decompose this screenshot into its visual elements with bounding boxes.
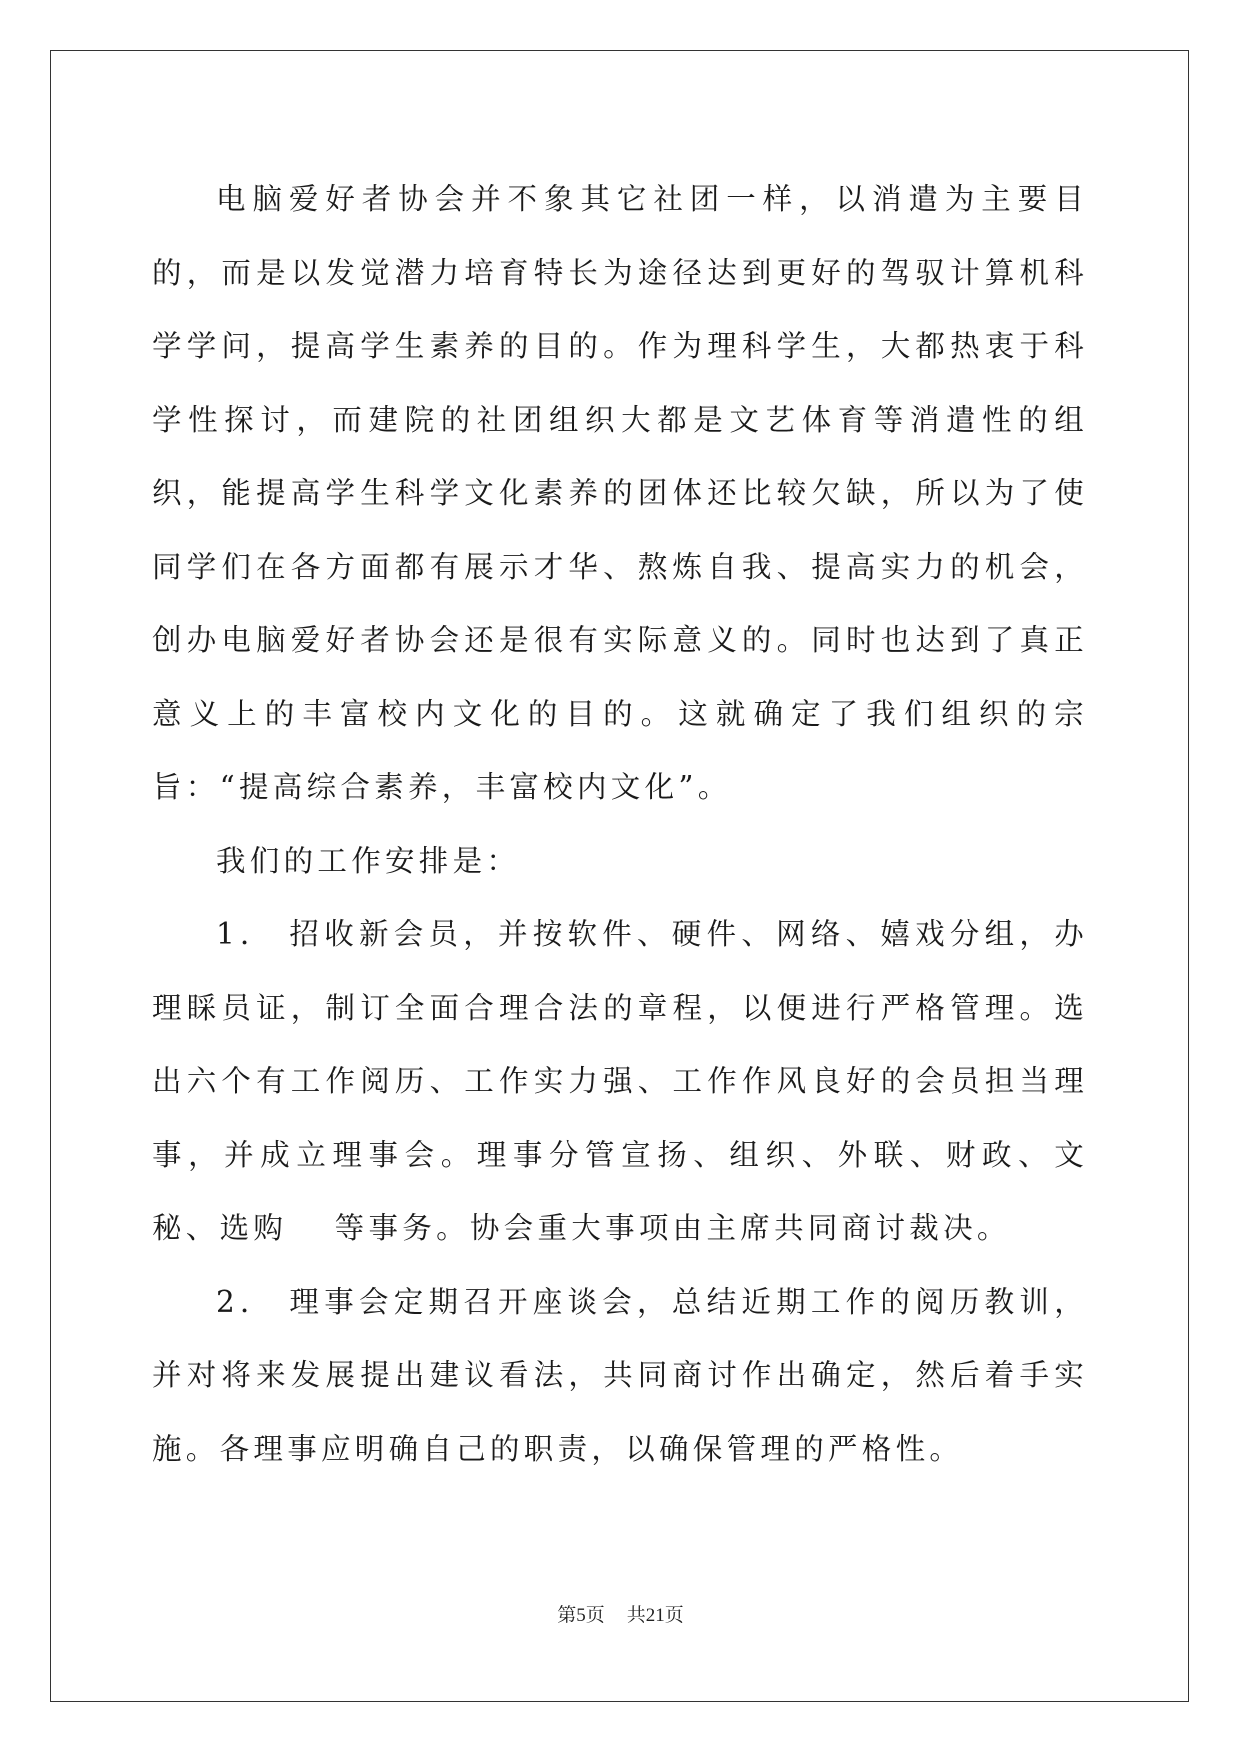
- paragraph-work-plan-heading: 我们的工作安排是：: [216, 843, 521, 878]
- paragraph-purpose: 电脑爱好者协会并不象其它社团一样，以消遣为主要目的，而是以发觉潜力培育特长为途径达到更好的驾驭计算机科学学问，提高学生素养的目的。作为理科学生，大都热衷于科学性探讨，而建院的社团组织大都是文艺体育等消遣性的组织，能提高学生科学文化素养的团体还比较欠缺，所以为了使同学们在各方面都有展示才华、熬炼自我、提高实力的机会，创办电脑爱好者协会还是很有实际意义的。同时也达到了真正意义上的丰富校内文化的目的。这就确定了我们组织的宗旨：“提高综合素养，丰富校内文化”。: [152, 182, 1088, 804]
- paragraph-plan-item-2: 2． 理事会定期召开座谈会，总结近期工作的阅历教训，并对将来发展提出建议看法，共同商讨作出确定，然后着手实施。各理事应明确自己的职责，以确保管理的严格性。: [152, 1284, 1088, 1466]
- total-prefix: 共: [626, 1604, 646, 1626]
- current-page-number: 5: [576, 1605, 586, 1626]
- page-suffix: 页: [585, 1604, 605, 1626]
- total-page-count: 21: [645, 1605, 665, 1626]
- paragraph-plan-item-1: 1． 招收新会员，并按软件、硬件、网络、嬉戏分组，办理睬员证，制订全面合理合法的章程，以便进行严格管理。选出六个有工作阅历、工作实力强、工作作风良好的会员担当理事，并成立理事会。理事分管宣扬、组织、外联、财政、文秘、选购 等事务。协会重大事项由主席共同商讨裁决。: [152, 917, 1088, 1245]
- document-body: [152, 163, 1088, 1486]
- total-suffix: 页: [664, 1604, 684, 1626]
- page-prefix: 第: [557, 1604, 577, 1626]
- page-number-footer: [0, 1600, 1241, 1627]
